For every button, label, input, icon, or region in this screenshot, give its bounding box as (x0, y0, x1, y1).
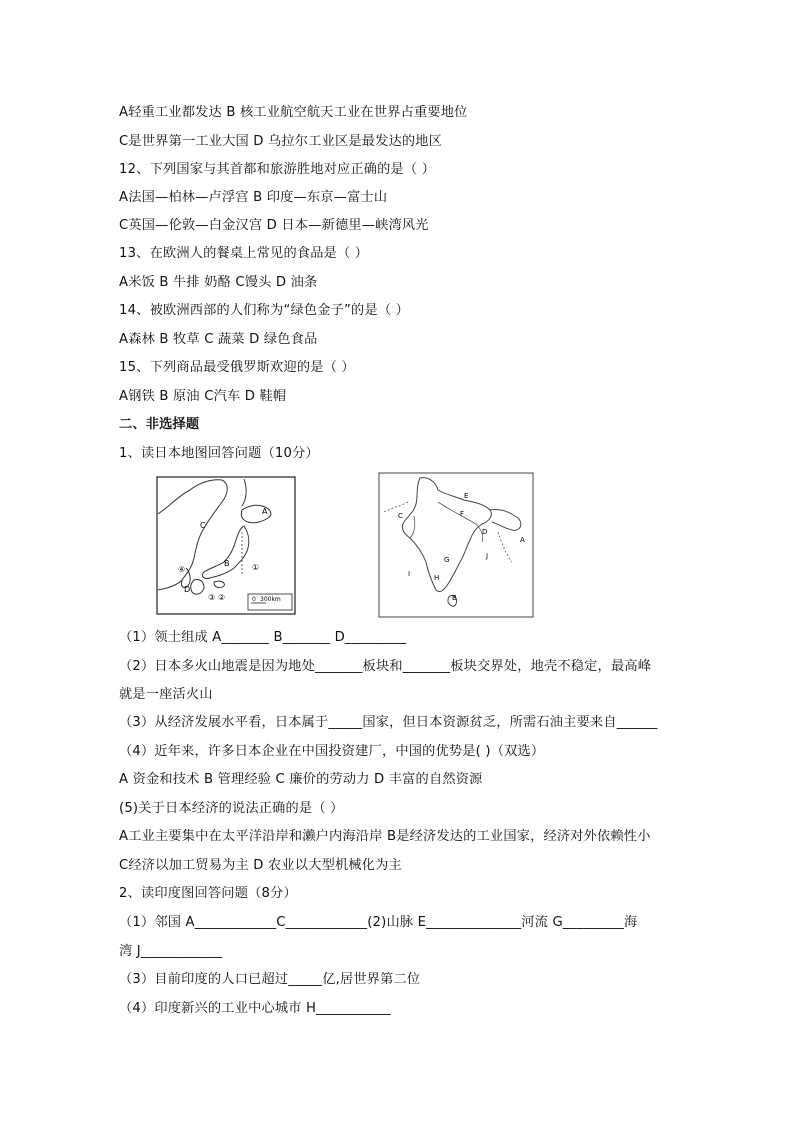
map-label: B (452, 594, 457, 602)
sub-question: （4）印度新兴的工业中心城市 H___________ (119, 1001, 391, 1016)
option-line: A米饭 B 牛排 奶酪 C馒头 D 油条 (119, 275, 318, 290)
option-line: C是世界第一工业大国 D 乌拉尔工业区是最发达的地区 (119, 134, 443, 149)
question-14: 14、被欧洲西部的人们称为“绿色金子”的是（ ） (119, 303, 409, 318)
map-label: D (184, 585, 191, 594)
sub-question: （4）近年来，许多日本企业在中国投资建厂，中国的优势是( )（双选） (119, 744, 545, 759)
sub-question: 湾 J____________ (119, 944, 223, 959)
sub-question: （3）目前印度的人口已超过_____亿,居世界第二位 (119, 972, 421, 987)
scale-label: 300km (260, 596, 281, 603)
option-line: A轻重工业都发达 B 核工业航空航天工业在世界占重要地位 (119, 105, 468, 120)
map-label: ② (218, 593, 226, 602)
sub-question: (5)关于日本经济的说法正确的是（ ） (119, 801, 344, 816)
sub-question: （2）日本多火山地震是因为地处_______板块和_______板块交界处，地壳不稳定，最高峰 (119, 659, 652, 674)
map-label: C (398, 512, 403, 520)
section-heading: 二、非选择题 (119, 417, 200, 432)
problem-1: 1、读日本地图回答问题（10分） (119, 446, 319, 461)
option-line: C英国—伦敦—白金汉宫 D 日本—新德里—峡湾风光 (119, 218, 429, 233)
sub-question: 就是一座活火山 (119, 687, 213, 702)
option-line: A 资金和技术 B 管理经验 C 廉价的劳动力 D 丰富的自然资源 (119, 772, 483, 787)
option-line: A钢铁 B 原油 C汽车 D 鞋帽 (119, 389, 287, 404)
map-label: ① (252, 563, 260, 572)
india-map (378, 472, 534, 618)
map-label: H (434, 574, 440, 582)
japan-map (156, 476, 296, 615)
option-line: A森林 B 牧草 C 蔬菜 D 绿色食品 (119, 332, 318, 347)
problem-2: 2、读印度图回答问题（8分） (119, 886, 297, 901)
sub-question: （1）邻国 A____________C____________(2)山脉 E______________河流 G_________海 (119, 915, 638, 930)
option-line: C经济以加工贸易为主 D 农业以大型机械化为主 (119, 858, 402, 873)
option-line: A工业主要集中在太平洋沿岸和濑户内海沿岸 B是经济发达的工业国家，经济对外依赖性小 (119, 829, 651, 844)
map-label: J (486, 552, 489, 560)
map-label: ③ (208, 593, 216, 602)
map-label: ④ (178, 565, 186, 574)
map-label: A (520, 536, 525, 544)
map-label: A (262, 507, 268, 516)
sub-question: （1）领土组成 A_______ B_______ D_________ (119, 630, 407, 645)
map-label: B (224, 559, 230, 568)
option-line: A法国—柏林—卢浮宫 B 印度—东京—富士山 (119, 190, 388, 205)
map-label: G (444, 556, 450, 564)
question-13: 13、在欧洲人的餐桌上常见的食品是（ ） (119, 246, 369, 261)
map-label: C (200, 521, 206, 530)
map-label: D (482, 528, 488, 536)
svg-text:0: 0 (252, 596, 256, 603)
question-12: 12、下列国家与其首都和旅游胜地对应正确的是（ ） (119, 162, 436, 177)
question-15: 15、下列商品最受俄罗斯欢迎的是（ ） (119, 360, 355, 375)
map-label: E (464, 492, 469, 500)
map-label: I (408, 570, 411, 578)
map-label: F (460, 510, 465, 518)
sub-question: （3）从经济发展水平看，日本属于_____国家，但日本资源贫乏，所需石油主要来自______ (119, 715, 658, 730)
